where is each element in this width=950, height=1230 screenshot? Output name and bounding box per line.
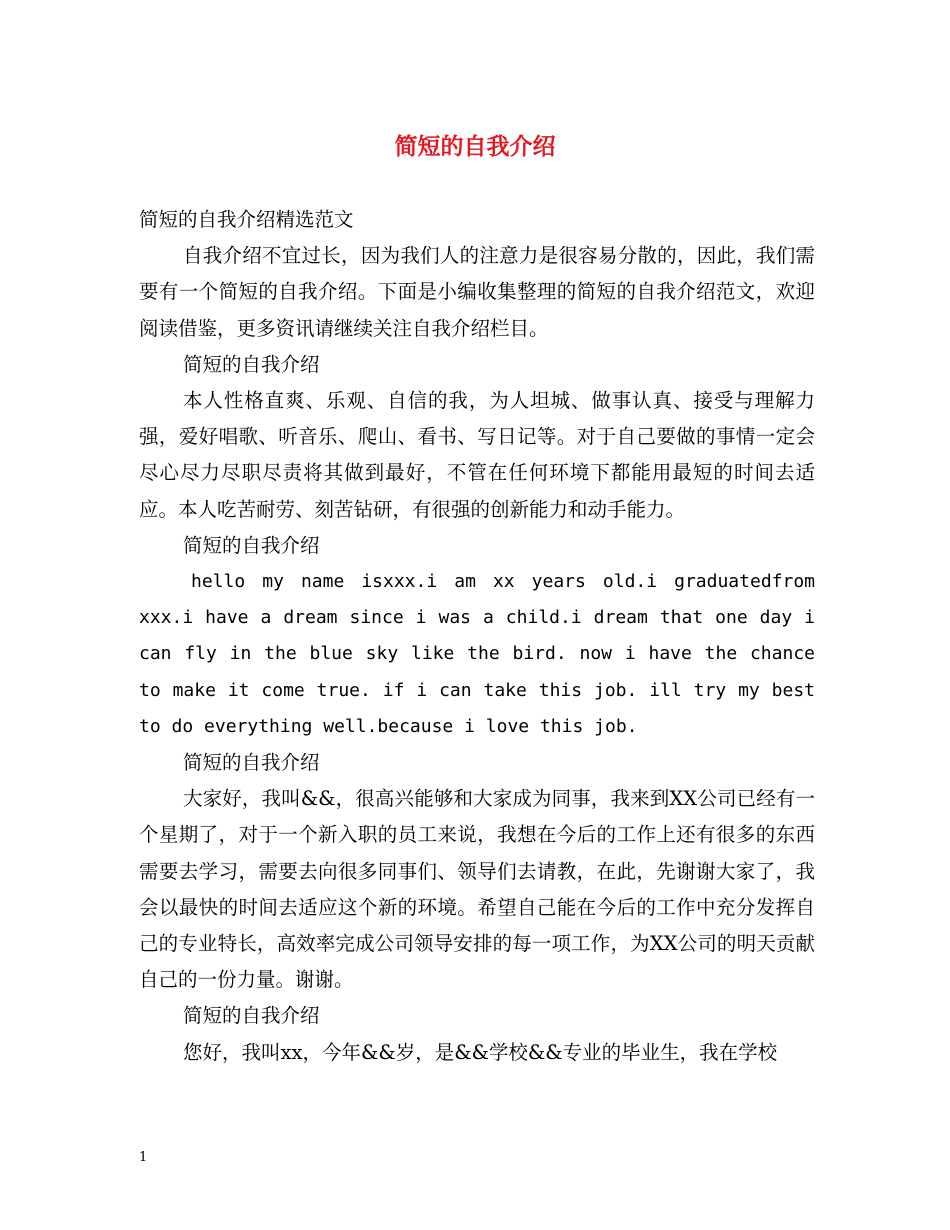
section-heading: 简短的自我介绍	[183, 1004, 320, 1028]
section-heading: 简短的自我介绍	[183, 751, 320, 775]
english-paragraph: hello my name isxxx.i am xx years old.i graduatedfrom xxx.i have a dream since i was a child.i dream that one day i can fly in the blue sky like the bird. now i have the chance to make it come true. if i can take this job. ill try my best to do everything well.because i love this job.	[139, 571, 815, 737]
section-paragraph: 大家好，我叫&&，很高兴能够和大家成为同事，我来到XX公司已经有一个星期了，对于一个新入职的员工来说，我想在今后的工作上还有很多的东西需要去学习，需要去向很多同事们、领导们去请教，在此，先谢谢大家了，我会以最快的时间去适应这个新的环境。希望自己能在今后的工作中充分发挥自己的专业特长，高效率完成公司领导安排的每一项工作，为XX公司的明天贡献自己的一份力量。谢谢。	[139, 787, 815, 992]
intro-paragraph: 自我介绍不宜过长，因为我们人的注意力是很容易分散的，因此，我们需要有一个简短的自我介绍。下面是小编收集整理的简短的自我介绍范文，欢迎阅读借鉴，更多资讯请继续关注自我介绍栏目。	[139, 244, 815, 340]
document-subtitle: 简短的自我介绍精选范文	[139, 208, 354, 231]
document-body	[139, 202, 815, 1071]
section-paragraph: 您好，我叫xx，今年&&岁，是&&学校&&专业的毕业生，我在学校	[183, 1040, 778, 1064]
section-paragraph: 本人性格直爽、乐观、自信的我，为人坦城、做事认真、接受与理解力强，爱好唱歌、听音乐、爬山、看书、写日记等。对于自己要做的事情一定会尽心尽力尽职尽责将其做到最好，不管在任何环境下都能用最短的时间去适应。本人吃苦耐劳、刻苦钻研，有很强的创新能力和动手能力。	[139, 389, 815, 521]
document-title: 简短的自我介绍	[394, 134, 556, 160]
section-heading: 简短的自我介绍	[183, 533, 320, 557]
section-heading: 简短的自我介绍	[183, 352, 320, 376]
page-number: 1	[139, 1150, 148, 1165]
